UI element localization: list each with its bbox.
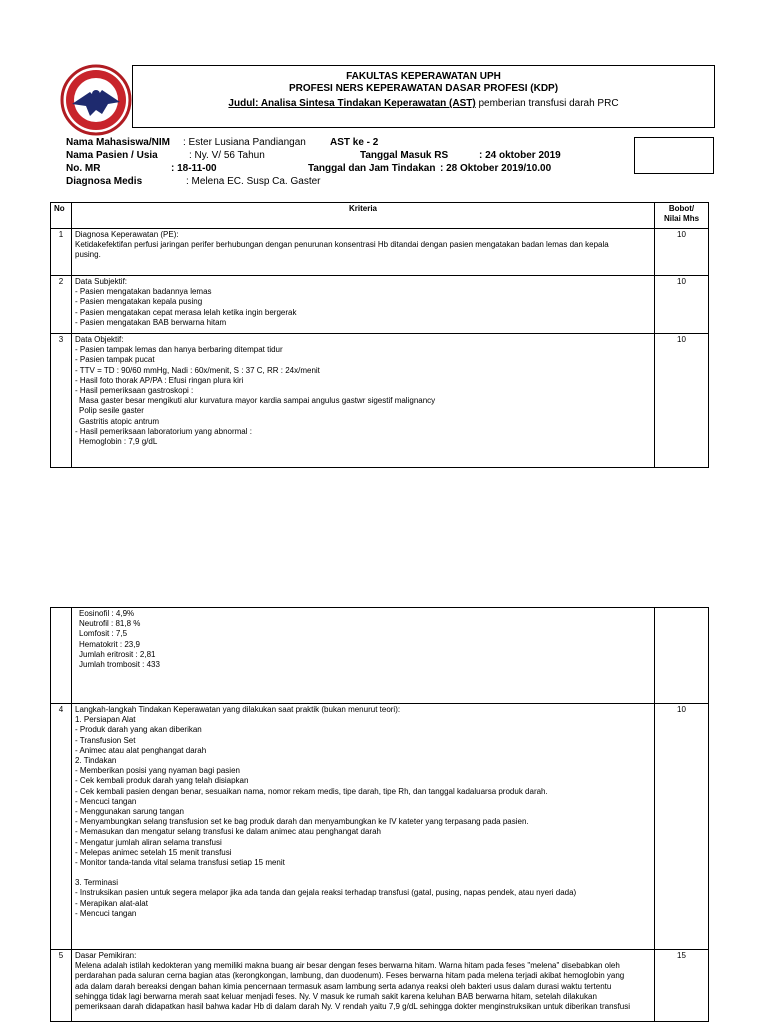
- row-score: 10: [655, 276, 709, 334]
- row-no: 2: [51, 276, 72, 334]
- row3-line: Polip sesile gaster: [79, 406, 144, 416]
- nama-pasien-value: : Ny. V/ 56 Tahun: [189, 150, 265, 161]
- row4-line: - Cek kembali pasien dengan benar, sesuaikan nama, nomor rekam medis, tipe darah, tipe Rh, dan tanggal kadaluarsa produk darah.: [75, 786, 548, 796]
- row-content: [72, 229, 655, 276]
- no-mr-value: : 18-11-00: [171, 163, 217, 174]
- row4-line: Langkah-langkah Tindakan Keperawatan yang dilakukan saat praktik (bukan menurut teori):: [75, 705, 401, 714]
- row4-line: - Menggunakan sarung tangan: [75, 807, 184, 817]
- row-no-empty: [51, 608, 72, 704]
- row-content: [72, 704, 655, 950]
- table-row-2: [51, 276, 709, 334]
- row-no: 5: [51, 950, 72, 1022]
- table-row-3-continued: [51, 608, 709, 704]
- row4-line: - Instruksikan pasien untuk segera melapor jika ada tanda dan gejala reaksi terhadap transfusi (gatal, pusing, napas pendek, atau nyeri dada): [75, 888, 577, 898]
- lab-line: Jumlah trombosit : 433: [79, 660, 160, 670]
- row3-line: - Pasien tampak lemas dan hanya berbaring ditempat tidur: [75, 345, 283, 355]
- row3-line: - Hasil foto thorak AP/PA : Efusi ringan plura kiri: [75, 375, 244, 385]
- row2-line: - Pasien mengatakan BAB berwarna hitam: [75, 317, 227, 327]
- row4-line: - Mencuci tangan: [75, 908, 137, 918]
- row-content: [72, 276, 655, 334]
- col-bobot-header: [655, 203, 709, 229]
- row3-line: Data Objektif:: [75, 335, 124, 344]
- ast-label: AST ke - 2: [330, 137, 379, 148]
- judul-label: Judul: Analisa Sintesa Tindakan Keperawatan (AST): [228, 98, 476, 109]
- table-header-row: [51, 203, 709, 229]
- row2-line: Data Subjektif:: [75, 277, 128, 286]
- row5-line: pemeriksaan darah didapatkan hasil bahwa kadar Hb di dalam darah Ny. V rendah yaitu 7,9 g/dL sehingga dokter menginstruksikan untuk diberikan transfusi: [75, 1002, 630, 1012]
- row5-line: ada dalam darah bereaksi dengan bahan kimia pencernaan termasuk asam lambung serta adanya reaksi oleh bakteri usus dalam durasi waktu tertentu: [75, 981, 612, 991]
- row-no: 1: [51, 229, 72, 276]
- tgl-masuk-label: Tanggal Masuk RS: [360, 150, 449, 161]
- row1-line: pusing.: [75, 250, 101, 260]
- row4-line: - Memasukan dan mengatur selang transfusi ke dalam animec atau penghangat darah: [75, 827, 381, 837]
- row5-line: Dasar Pemikiran:: [75, 951, 137, 960]
- row4-line: - Merapikan alat-alat: [75, 898, 148, 908]
- col-bobot-line2: Nilai Mhs: [663, 214, 700, 224]
- row4-line: 3. Terminasi: [75, 878, 118, 888]
- table-row-1: [51, 229, 709, 276]
- row4-line: - Animec atau alat penghangat darah: [75, 745, 207, 755]
- row4-line: 1. Persiapan Alat: [75, 715, 136, 725]
- row4-line: - Memberikan posisi yang nyaman bagi pasien: [75, 766, 240, 776]
- row2-line: - Pasien mengatakan badannya lemas: [75, 287, 212, 297]
- row4-line: - Mencuci tangan: [75, 796, 137, 806]
- row3-line: - Hasil pemeriksaan laboratorium yang abnormal :: [75, 426, 252, 436]
- row4-line: - Transfusion Set: [75, 735, 136, 745]
- row4-blank-line: [75, 868, 651, 878]
- row2-line: - Pasien mengatakan kepala pusing: [75, 297, 203, 307]
- row-content: [72, 334, 655, 468]
- col-bobot-line1: Bobot/: [668, 204, 695, 213]
- tgl-tindakan-value: : 28 Oktober 2019/10.00: [440, 163, 552, 174]
- stamp-box: [634, 137, 714, 174]
- table-row-4: [51, 704, 709, 950]
- lab-line: Hematokrit : 23,9: [79, 639, 140, 649]
- row3-line: - Pasien tampak pucat: [75, 355, 155, 365]
- row5-line: sehingga tidak lagi berwarna merah saat keluar menjadi feses. Ny. V masuk ke rumah sakit karena keluhan BAB berwarna hitam, setelah dilakukan: [75, 991, 597, 1001]
- row2-line: - Pasien mengatakan cepat merasa lelah ketika ingin bergerak: [75, 307, 297, 317]
- col-kriteria-header: Kriteria: [72, 203, 655, 229]
- row-score: 10: [655, 334, 709, 468]
- diagnosa-label: Diagnosa Medis: [66, 176, 143, 187]
- row3-line: Gastritis atopic antrum: [79, 416, 160, 426]
- row-no: 3: [51, 334, 72, 468]
- lab-line: Neutrofil : 81,8 %: [79, 619, 141, 629]
- nama-pasien-label: Nama Pasien / Usia: [66, 150, 158, 161]
- row-no: 4: [51, 704, 72, 950]
- row-content: [72, 608, 655, 704]
- row4-line: - Cek kembali produk darah yang telah disiapkan: [75, 776, 249, 786]
- header-program: PROFESI NERS KEPERAWATAN DASAR PROFESI (KDP): [288, 83, 559, 94]
- university-logo: [60, 64, 132, 136]
- tgl-tindakan-label: Tanggal dan Jam Tindakan: [308, 163, 436, 174]
- lab-line: Lomfosit : 7,5: [79, 629, 128, 639]
- row4-line: - Produk darah yang akan diberikan: [75, 725, 202, 735]
- row3-line: - Hasil pemeriksaan gastroskopi :: [75, 386, 194, 396]
- row4-line: 2. Tindakan: [75, 756, 117, 766]
- nama-mhs-value: : Ester Lusiana Pandiangan: [183, 137, 306, 148]
- row1-line: Diagnosa Keperawatan (PE):: [75, 230, 179, 239]
- row3-line: - TTV = TD : 90/60 mmHg, Nadi : 60x/menit, S : 37 C, RR : 24x/menit: [75, 365, 320, 375]
- row-score: 15: [655, 950, 709, 1022]
- row3-line: Hemoglobin : 7,9 g/dL: [79, 437, 158, 447]
- row3-line: Masa gaster besar mengikuti alur kurvatura mayor kardia sampai angulus gastwr sigestif malignancy: [79, 396, 436, 406]
- row-score: 10: [655, 704, 709, 950]
- criteria-table-2: [50, 607, 709, 1022]
- row1-line: Ketidakefektifan perfusi jaringan perifer berhubungan dengan penurunan konsentrasi Hb ditandai dengan pasien mengatakan badan lemas dan kepala: [75, 240, 609, 250]
- header-judul: [133, 98, 714, 109]
- tgl-masuk-value: : 24 oktober 2019: [479, 150, 561, 161]
- nama-mhs-label: Nama Mahasiswa/NIM: [66, 137, 170, 148]
- col-no-header: No: [51, 203, 72, 229]
- judul-value: pemberian transfusi darah PRC: [475, 98, 619, 109]
- table-row-5: [51, 950, 709, 1022]
- diagnosa-value: : Melena EC. Susp Ca. Gaster: [186, 176, 321, 187]
- row4-line: - Menyambungkan selang transfusion set ke bag produk darah dan menyambungkan ke IV kateter yang terpasang pada pasien.: [75, 817, 529, 827]
- criteria-table-1: [50, 202, 709, 468]
- row4-line: - Mengatur jumlah aliran selama transfusi: [75, 837, 222, 847]
- row-score-empty: [655, 608, 709, 704]
- row-content: [72, 950, 655, 1022]
- row4-line: - Monitor tanda-tanda vital selama transfusi setiap 15 menit: [75, 858, 285, 868]
- row4-line: - Melepas animec setelah 15 menit transfusi: [75, 847, 232, 857]
- lab-line: Jumlah eritrosit : 2,81: [79, 649, 156, 659]
- header-faculty: FAKULTAS KEPERAWATAN UPH: [346, 71, 501, 82]
- table-row-3: [51, 334, 709, 468]
- row5-line: perdarahan pada saluran cerna bagian atas (kerongkongan, lambung, dan duodenum). Feses berwarna hitam pada melena terjadi akibat hemoglobin yang: [75, 971, 625, 981]
- no-mr-label: No. MR: [66, 163, 101, 174]
- header-box: [132, 65, 715, 128]
- row5-line: Melena adalah istilah kedokteran yang memiliki makna buang air besar dengan feses berwarna hitam. Warna hitam pada feses "melena" disebabkan oleh: [75, 961, 620, 971]
- row-score: 10: [655, 229, 709, 276]
- lab-line: Eosinofil : 4,9%: [79, 609, 135, 618]
